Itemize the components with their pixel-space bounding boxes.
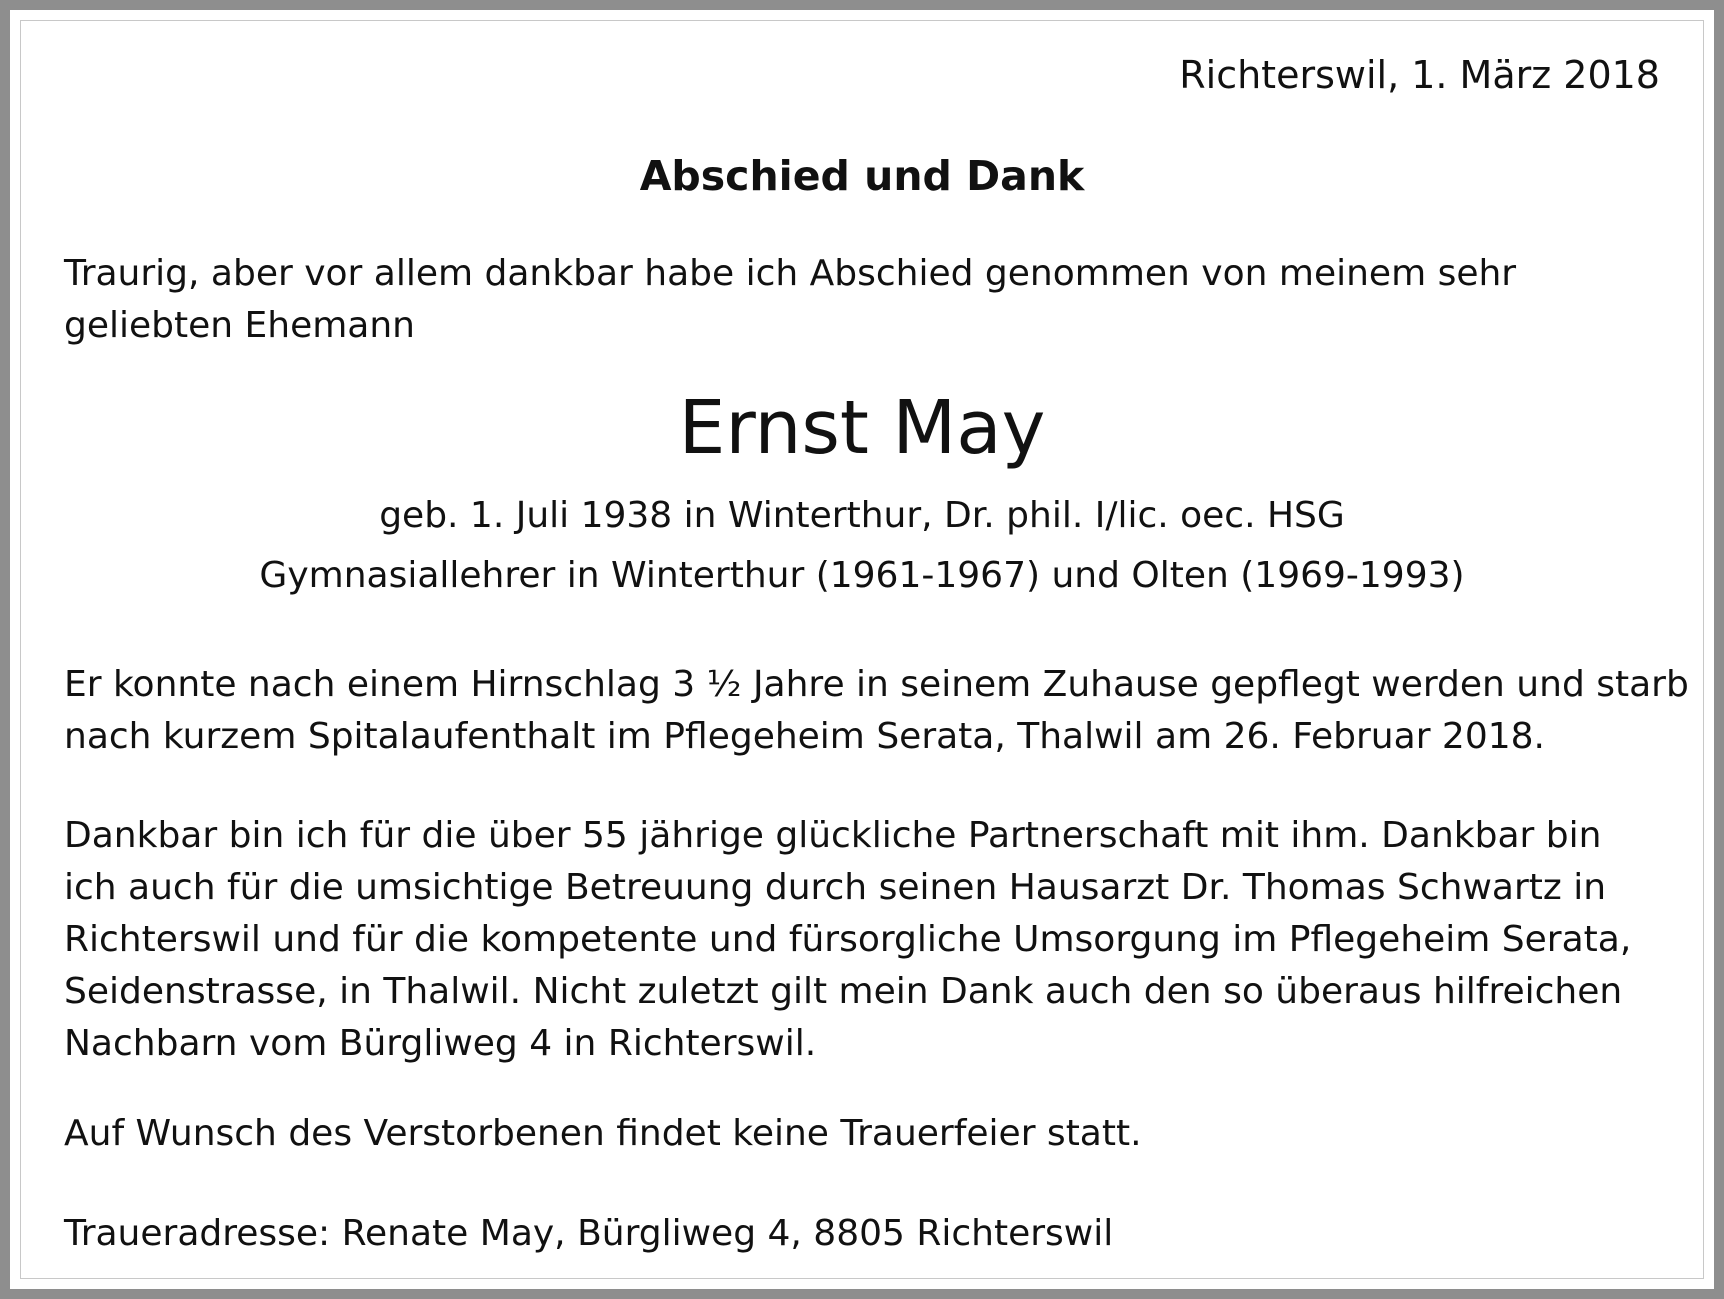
bio-line: Gymnasiallehrer in Winterthur (1961-1967) und Olten (1969-1993) xyxy=(259,555,1465,596)
notice-heading: Abschied und Dank xyxy=(639,152,1085,200)
paragraph-line: Dankbar bin ich für die über 55 jährige glückliche Partnerschaft mit ihm. Dankbar bin xyxy=(64,815,1602,856)
bio-line: geb. 1. Juli 1938 in Winterthur, Dr. phil. I/lic. oec. HSG xyxy=(379,495,1345,536)
place-date: Richterswil, 1. März 2018 xyxy=(1179,53,1660,97)
paragraph-line: nach kurzem Spitalaufenthalt im Pflegeheim Serata, Thalwil am 26. Februar 2018. xyxy=(64,716,1545,757)
paragraph-passing xyxy=(64,659,1704,763)
paragraph-no-ceremony: Auf Wunsch des Verstorbenen findet keine Trauerfeier statt. xyxy=(64,1113,1142,1154)
paragraph-line: Richterswil und für die kompetente und fürsorgliche Umsorgung im Pflegeheim Serata, xyxy=(64,919,1632,960)
intro-line: Traurig, aber vor allem dankbar habe ich Abschied genommen von meinem sehr xyxy=(64,253,1517,294)
paragraph-line: Seidenstrasse, in Thalwil. Nicht zuletzt gilt mein Dank auch den so überaus hilfreichen xyxy=(64,971,1623,1012)
mourning-address: Traueradresse: Renate May, Bürgliweg 4, 8805 Richterswil xyxy=(64,1213,1114,1254)
deceased-name: Ernst May xyxy=(678,385,1046,471)
paragraph-line: ich auch für die umsichtige Betreuung durch seinen Hausarzt Dr. Thomas Schwartz in xyxy=(64,867,1607,908)
paragraph-line: Nachbarn vom Bürgliweg 4 in Richterswil. xyxy=(64,1023,817,1064)
intro-paragraph xyxy=(64,248,1704,352)
paragraph-line: Er konnte nach einem Hirnschlag 3 ½ Jahre in seinem Zuhause gepflegt werden und starb xyxy=(64,664,1689,705)
frame-inner-edge xyxy=(20,20,1704,1279)
paragraph-thanks xyxy=(64,810,1704,1070)
intro-line: geliebten Ehemann xyxy=(64,305,415,346)
